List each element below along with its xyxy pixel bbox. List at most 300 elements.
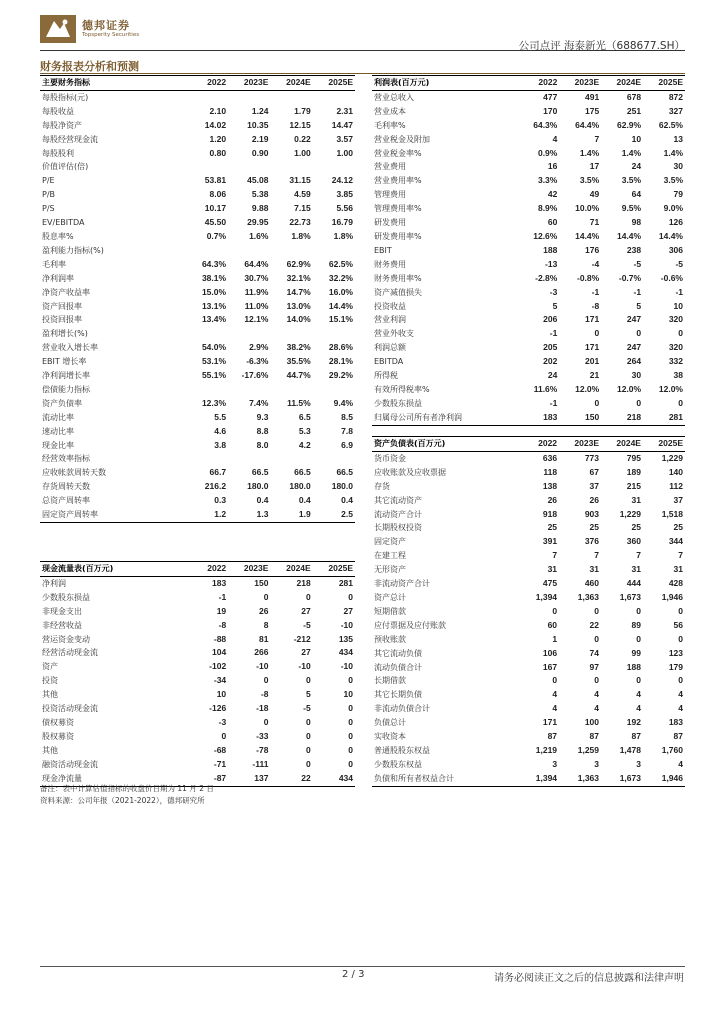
row-value: 64.4% <box>244 258 269 269</box>
row-value: 5.3 <box>298 425 311 436</box>
row-value: 22.73 <box>289 217 311 228</box>
row-value: 24 <box>547 370 558 381</box>
row-label: 负债和所有者权益合计 <box>372 772 517 786</box>
row-value: 1.9 <box>270 508 312 522</box>
row-value: 1,518 <box>661 508 683 519</box>
row-value: 11.9% <box>244 286 269 297</box>
row-value <box>186 327 228 341</box>
row-value: 87 <box>547 731 558 742</box>
row-value: 171 <box>542 717 558 728</box>
table-row <box>372 661 685 675</box>
row-value: 10.17 <box>204 203 227 214</box>
row-value: 251 <box>626 105 642 116</box>
row-value: -1 <box>549 328 558 339</box>
row-label: 短期借款 <box>374 606 406 616</box>
row-value: 14.4% <box>575 230 600 241</box>
row-label: 每股净资产 <box>42 120 82 130</box>
row-value <box>270 327 312 341</box>
row-value: 0 <box>594 675 600 686</box>
row-label: EBIT 增长率 <box>42 357 87 367</box>
row-value: 9.3 <box>256 411 269 422</box>
row-value: 428 <box>668 578 683 589</box>
row-value: 1,946 <box>643 772 685 786</box>
row-label: 债权募资 <box>42 717 74 727</box>
table-row <box>40 660 355 674</box>
row-label: 资产减值损失 <box>374 287 422 297</box>
row-value <box>270 90 312 104</box>
row-value: 7 <box>594 133 600 144</box>
row-value: 4.59 <box>294 189 311 200</box>
row-value: 31 <box>673 564 683 575</box>
table-row <box>372 549 685 563</box>
row-label: 净资产收益率 <box>42 287 90 297</box>
row-label: 每股经营现金流 <box>42 134 98 144</box>
table-title: 现金流量表(百万元) <box>40 562 186 577</box>
row-value: 32.2% <box>328 272 353 283</box>
row-value: 25 <box>547 522 558 533</box>
row-value: 918 <box>542 508 558 519</box>
row-value: 0 <box>348 675 353 686</box>
row-label: 所得税 <box>374 371 398 381</box>
row-value: 10 <box>343 689 353 700</box>
row-label: 少数股东损益 <box>374 398 422 408</box>
table-row <box>372 466 685 480</box>
table-row <box>372 494 685 508</box>
row-value: 1,478 <box>619 744 641 755</box>
row-value: 100 <box>584 717 600 728</box>
row-value <box>186 90 228 104</box>
table-row <box>40 702 355 716</box>
row-value: 12.0% <box>658 383 683 394</box>
row-value <box>313 90 355 104</box>
row-value: 1.00 <box>294 147 311 158</box>
row-value: 360 <box>626 536 641 547</box>
row-value: 247 <box>626 342 642 353</box>
row-value: 266 <box>254 647 269 658</box>
row-value: 66.5 <box>294 467 311 478</box>
row-value: 22 <box>589 619 600 630</box>
row-value: 179 <box>668 661 683 672</box>
row-value: 81 <box>258 633 269 644</box>
row-value: 1.2 <box>186 508 228 522</box>
row-value: 87 <box>631 731 641 742</box>
row-label: 资产负债率 <box>42 398 82 408</box>
row-value: 60 <box>547 217 558 228</box>
row-value: 31.15 <box>289 175 311 186</box>
row-value: 218 <box>296 577 311 588</box>
report-title: 公司点评 海泰新光（688677.SH） <box>518 40 685 52</box>
row-value: 13 <box>673 133 683 144</box>
row-value: 903 <box>584 508 600 519</box>
row-value: 247 <box>626 314 642 325</box>
row-value: 0.90 <box>251 147 269 158</box>
row-value: 2.10 <box>209 105 227 116</box>
row-value: 3.8 <box>214 439 227 450</box>
table-row <box>40 633 355 647</box>
row-value: -13 <box>545 258 558 269</box>
row-label: 盈利增长(%) <box>42 329 88 339</box>
table-row <box>40 272 355 286</box>
table-row <box>40 383 355 397</box>
row-value: -1 <box>633 286 642 297</box>
table-row <box>372 563 685 577</box>
company-logo-icon <box>40 15 76 43</box>
table-row <box>372 647 685 661</box>
table-row <box>40 674 355 688</box>
table-row <box>40 147 355 161</box>
year-header: 2023E <box>559 437 601 452</box>
row-label: 净利润增长率 <box>42 371 90 381</box>
row-value: 26 <box>258 605 269 616</box>
row-value: 5.38 <box>251 189 269 200</box>
row-value: 391 <box>542 536 558 547</box>
row-value <box>228 383 270 397</box>
table-row <box>372 744 685 758</box>
row-value: 192 <box>626 717 641 728</box>
row-value: 4 <box>552 689 558 700</box>
row-value: 3.5% <box>663 175 683 186</box>
row-value: 281 <box>338 577 353 588</box>
row-label: EV/EBITDA <box>42 218 85 228</box>
row-value: 0.9% <box>537 147 558 158</box>
row-value: -87 <box>186 772 228 786</box>
row-value: 678 <box>626 91 642 102</box>
row-value: 123 <box>668 647 683 658</box>
row-label: 流动比率 <box>42 412 74 422</box>
table-row <box>40 313 355 327</box>
table-row <box>40 494 355 508</box>
table-row <box>372 633 685 647</box>
row-label: 投资回报率 <box>42 315 82 325</box>
row-label: 营业费用 <box>374 162 406 172</box>
row-value: 477 <box>543 91 558 102</box>
row-value: 218 <box>601 411 643 425</box>
row-value: 15.0% <box>201 286 227 297</box>
row-value: -88 <box>213 633 227 644</box>
row-value: 0.7% <box>206 230 227 241</box>
row-value: 4 <box>636 703 641 714</box>
row-label: 营业总收入 <box>374 92 414 102</box>
row-value: 0 <box>552 605 558 616</box>
row-label: 营业税金率% <box>374 148 422 158</box>
table-notes <box>40 783 214 807</box>
row-value: 1,259 <box>577 744 600 755</box>
row-value: 31 <box>547 564 558 575</box>
row-label: 经营活动现金流 <box>42 648 98 658</box>
row-value: 3 <box>636 758 641 769</box>
row-value: 180.0 <box>289 481 311 492</box>
note-line: 备注：表中计算估值指标的收盘价日期为 11 月 2 日 <box>40 784 214 793</box>
row-value: 74 <box>589 647 600 658</box>
row-value: 170 <box>543 105 558 116</box>
row-value: 5.56 <box>336 203 353 214</box>
row-label: 财务费用率% <box>374 273 422 283</box>
row-value: 37 <box>589 480 600 491</box>
row-value: -8 <box>260 689 269 700</box>
row-value: 25 <box>631 522 641 533</box>
row-label: 实收资本 <box>374 732 406 742</box>
row-value: 137 <box>228 772 270 786</box>
table-row <box>372 174 685 188</box>
income-statement-table <box>372 75 685 426</box>
table-row <box>40 90 355 104</box>
table-row <box>372 521 685 535</box>
row-value: 0 <box>552 675 558 686</box>
row-value: 281 <box>643 411 685 425</box>
row-label: P/B <box>42 190 56 200</box>
row-value: -3 <box>549 286 558 297</box>
row-value: 12.3% <box>201 397 227 408</box>
row-label: 固定资产周转率 <box>40 508 186 522</box>
row-value: 14.7% <box>286 286 311 297</box>
row-label: 现金净流量 <box>40 772 186 786</box>
year-header: 2022 <box>186 562 228 577</box>
row-label: 现金比率 <box>42 440 74 450</box>
table-row <box>40 188 355 202</box>
table-row <box>372 286 685 300</box>
row-value: 60 <box>547 619 558 630</box>
table-row <box>40 439 355 453</box>
row-value: 62.9% <box>286 258 311 269</box>
row-value: 1.79 <box>294 105 311 116</box>
table-header-row <box>40 562 355 577</box>
table-row <box>372 230 685 244</box>
table-row <box>40 646 355 660</box>
row-value: 327 <box>668 105 683 116</box>
table-row <box>40 202 355 216</box>
row-value: 3.85 <box>336 189 353 200</box>
table-row <box>372 619 685 633</box>
row-value: 4 <box>594 689 600 700</box>
table-row <box>372 244 685 258</box>
row-value: 4 <box>678 703 683 714</box>
row-value: 38.1% <box>201 272 227 283</box>
row-value: 0 <box>305 716 311 727</box>
row-value: 11.5% <box>287 397 311 408</box>
row-value: 5 <box>636 300 642 311</box>
row-label: 流动资产合计 <box>374 509 422 519</box>
row-value: 1.24 <box>251 105 269 116</box>
row-label: 少数股东损益 <box>42 592 90 602</box>
row-value <box>270 383 312 397</box>
row-label: 长期股权投资 <box>374 523 422 533</box>
row-value: 66.7 <box>209 467 227 478</box>
row-value: 872 <box>668 91 683 102</box>
row-value: 264 <box>626 356 642 367</box>
row-value: -5 <box>303 619 311 630</box>
row-value <box>186 452 228 466</box>
table-row <box>40 174 355 188</box>
row-label: 融资活动现金流 <box>42 759 98 769</box>
row-value: 188 <box>543 244 558 255</box>
row-value: 0 <box>594 397 600 408</box>
row-value <box>270 160 312 174</box>
row-value: 0 <box>678 633 683 644</box>
row-value: 1 <box>552 633 558 644</box>
row-label: 应收帐款周转天数 <box>42 468 106 478</box>
row-value: 0 <box>263 591 269 602</box>
row-value: 24.12 <box>331 175 353 186</box>
row-value: 180.0 <box>247 481 269 492</box>
row-value: 55.1% <box>201 370 227 381</box>
table-row <box>372 688 685 702</box>
row-value: 1.4% <box>579 147 600 158</box>
row-value: 2.19 <box>251 133 269 144</box>
row-value: 167 <box>542 661 558 672</box>
row-value: 7.4% <box>249 397 269 408</box>
table-row <box>372 105 685 119</box>
row-value: -6.3% <box>246 356 269 367</box>
table-row <box>372 258 685 272</box>
row-value: 434 <box>313 772 355 786</box>
row-value: 1.3 <box>228 508 270 522</box>
row-value: 0 <box>348 591 353 602</box>
table-row <box>372 605 685 619</box>
row-value: 3.5% <box>621 175 642 186</box>
table-row <box>40 369 355 383</box>
table-row <box>372 160 685 174</box>
row-value: 636 <box>542 452 558 463</box>
row-value: 64.3% <box>201 258 227 269</box>
table-row <box>372 772 685 786</box>
row-value: 10 <box>631 133 642 144</box>
row-value: 8.8 <box>256 425 269 436</box>
row-value: 31 <box>631 564 641 575</box>
table-row <box>372 508 685 522</box>
row-value: 29.95 <box>247 217 269 228</box>
row-value: 180.0 <box>331 481 353 492</box>
table-row <box>372 758 685 772</box>
row-value: -17.6% <box>241 370 269 381</box>
row-value: 10.0% <box>575 203 600 214</box>
row-value: 0 <box>594 605 600 616</box>
table-header-row <box>372 437 685 452</box>
row-label: 总资产周转率 <box>42 496 90 506</box>
row-value: 8 <box>263 619 269 630</box>
page-number: 2 / 3 <box>342 969 365 980</box>
row-value: 0 <box>348 758 353 769</box>
row-value: 0.4 <box>298 495 311 506</box>
row-label: 投资活动现金流 <box>42 704 98 714</box>
row-value: 475 <box>542 578 558 589</box>
row-value: 14.47 <box>331 119 353 130</box>
row-value: 138 <box>542 480 558 491</box>
row-value: 35.5% <box>286 356 311 367</box>
row-value: 176 <box>585 244 600 255</box>
row-value: 1,219 <box>535 744 558 755</box>
row-value: 460 <box>584 578 600 589</box>
row-value: -34 <box>213 675 227 686</box>
footer-divider <box>40 966 685 967</box>
row-value: 344 <box>668 536 683 547</box>
row-value <box>313 244 355 258</box>
row-value: 1,673 <box>619 591 641 602</box>
row-value: -3 <box>218 716 227 727</box>
row-value: 12.1% <box>244 314 269 325</box>
row-value: 0 <box>305 758 311 769</box>
row-value: 14.0% <box>286 314 311 325</box>
row-value: 28.6% <box>328 342 353 353</box>
row-value: 0 <box>678 328 683 339</box>
table-row <box>40 397 355 411</box>
year-header: 2025E <box>643 437 685 452</box>
row-value: 183 <box>518 411 560 425</box>
year-header: 2025E <box>313 562 355 577</box>
row-value: -0.7% <box>618 272 642 283</box>
year-header: 2024E <box>601 437 643 452</box>
legal-disclaimer: 请务必阅读正文之后的信息披露和法律声明 <box>494 973 684 984</box>
row-label: 速动比率 <box>42 426 74 436</box>
table-row <box>40 730 355 744</box>
row-value: -71 <box>213 758 227 769</box>
row-value: 3.57 <box>336 133 353 144</box>
row-value: 53.81 <box>204 175 227 186</box>
row-value: 320 <box>668 314 683 325</box>
row-value: 3.5% <box>579 175 600 186</box>
table-row <box>372 716 685 730</box>
row-value: -126 <box>209 703 227 714</box>
row-label: 负债总计 <box>374 718 406 728</box>
table-title: 利润表(百万元) <box>372 76 518 91</box>
table-row <box>40 480 355 494</box>
row-label: 研发费用 <box>374 218 406 228</box>
row-value: 183 <box>211 577 227 588</box>
year-header: 2024E <box>270 562 312 577</box>
table-row <box>372 535 685 549</box>
row-value: 1.8% <box>291 230 311 241</box>
row-label: 股权募资 <box>42 731 74 741</box>
row-value: 99 <box>631 647 641 658</box>
table-row <box>372 702 685 716</box>
table-row <box>372 147 685 161</box>
row-value: 64 <box>631 189 642 200</box>
table-row <box>372 188 685 202</box>
row-value: 0 <box>305 675 311 686</box>
row-value: 216.2 <box>204 481 227 492</box>
row-label: 其他 <box>42 690 58 700</box>
row-value: -212 <box>293 633 311 644</box>
table-header-row <box>40 76 355 91</box>
row-value: 11.0% <box>244 300 269 311</box>
row-label: 股息率% <box>42 231 74 241</box>
row-value: 0 <box>636 675 641 686</box>
table-row <box>40 133 355 147</box>
row-value: 8.06 <box>209 189 227 200</box>
row-value: 171 <box>585 342 600 353</box>
row-value: 25 <box>589 522 600 533</box>
row-value: 24 <box>631 161 642 172</box>
row-value: 4 <box>552 703 558 714</box>
row-label: 资产 <box>42 662 58 672</box>
table-row <box>372 341 685 355</box>
row-value: 30 <box>673 161 683 172</box>
row-value: 126 <box>668 217 683 228</box>
row-value <box>228 244 270 258</box>
table-row <box>372 591 685 605</box>
row-value: -68 <box>213 744 227 755</box>
table-row <box>40 286 355 300</box>
row-value: 4 <box>594 703 600 714</box>
row-value <box>313 327 355 341</box>
brand-name-en: Topsperity Securities <box>82 32 140 38</box>
row-label: P/E <box>42 176 55 186</box>
row-value <box>270 452 312 466</box>
row-value: -5 <box>675 258 683 269</box>
year-header: 2025E <box>643 76 685 91</box>
row-value: 2.9% <box>249 342 269 353</box>
row-value: 1.8% <box>333 230 353 241</box>
table-row <box>40 591 355 605</box>
